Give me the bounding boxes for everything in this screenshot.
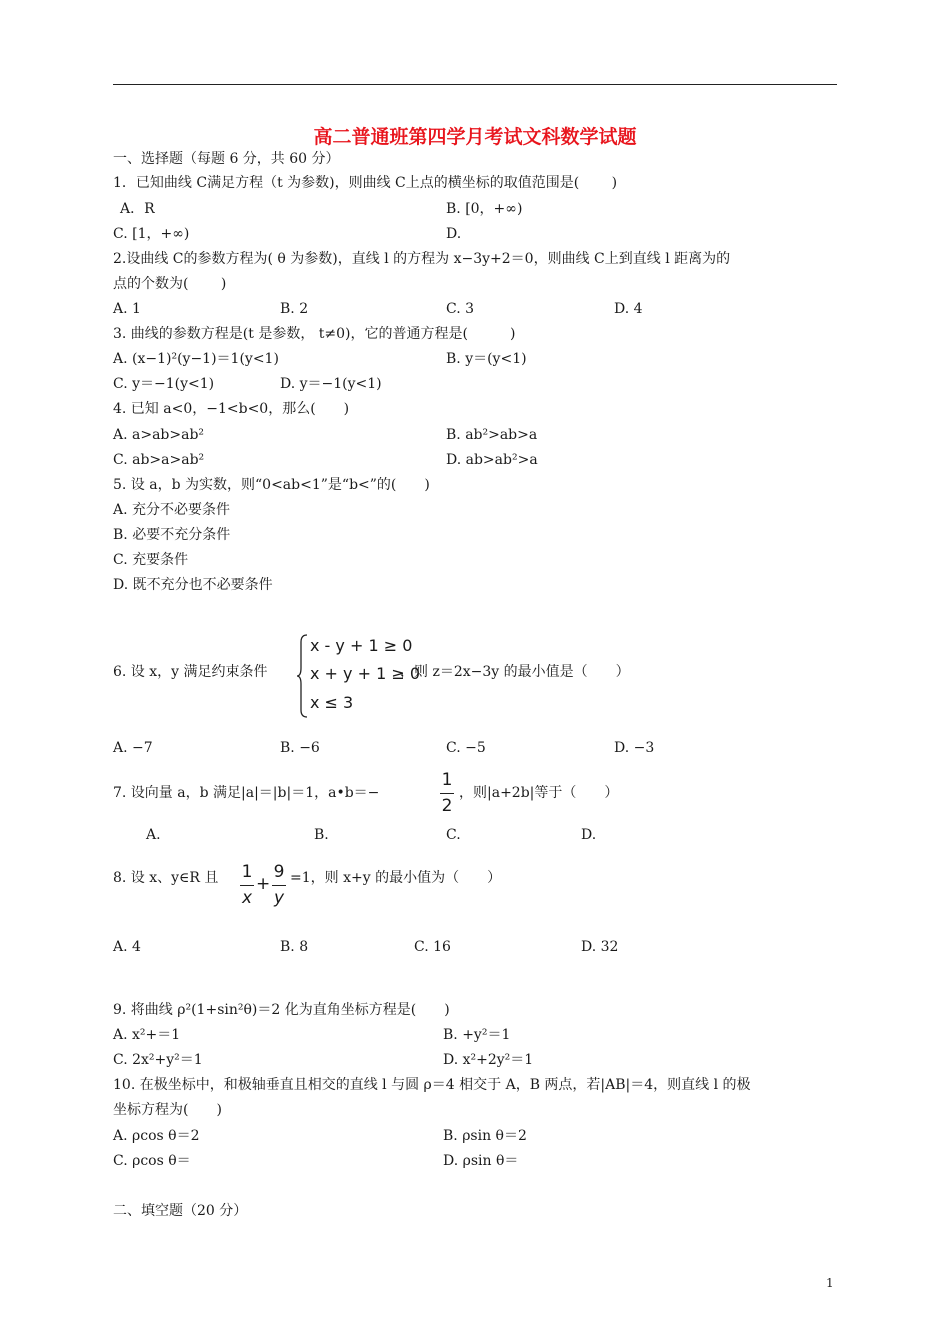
q4-option-c: C. ab>a>ab² <box>113 452 205 468</box>
q6-option-b: B. −6 <box>280 740 320 756</box>
q8-frac2-num: 9 <box>273 862 285 882</box>
constraint-3: x ≤ 3 <box>310 693 354 712</box>
q8-frac1-num: 1 <box>241 862 253 882</box>
q5-option-b: B. 必要不充分条件 <box>113 527 231 543</box>
q8-frac1-den: x <box>241 888 253 908</box>
q8-plus: + <box>256 874 271 894</box>
q1-option-a: A．R <box>120 201 155 217</box>
q3-option-a: A. (x−1)²(y−1)＝1(y<1) <box>113 351 279 367</box>
q7-frac-bar <box>440 793 454 794</box>
question-2-line2: 点的个数为( ) <box>113 276 227 292</box>
page-title: 高二普通班第四学月考试文科数学试题 <box>313 126 637 148</box>
question-3: 3. 曲线的参数方程是(t 是参数， t≠0)，它的普通方程是( ) <box>113 326 516 342</box>
q3-option-c: C. y＝−1(y<1) <box>113 376 215 392</box>
q6-option-a: A. −7 <box>113 740 153 756</box>
question-7: 7. 设向量 a，b 满足|a|＝|b|＝1，a•b＝− <box>113 785 380 801</box>
q7-option-b: B. <box>314 827 329 843</box>
page-number: 1 <box>826 1276 834 1290</box>
q8-option-b: B. 8 <box>280 939 309 955</box>
q10-option-b: B. ρsin θ＝2 <box>443 1128 527 1144</box>
q2-option-c: C. 3 <box>446 301 475 317</box>
question-10-line1: 10. 在极坐标中，和极轴垂直且相交的直线 l 与圆 ρ＝4 相交于 A，B 两点，若|AB|＝4，则直线 l 的极 <box>113 1077 751 1093</box>
q10-option-a: A. ρcos θ＝2 <box>113 1128 200 1144</box>
left-brace <box>296 634 308 718</box>
q7-frac-den: 2 <box>441 796 453 816</box>
q4-option-a: A. a>ab>ab² <box>113 427 205 443</box>
question-4: 4. 已知 a<0，−1<b<0，那么( ) <box>113 401 350 417</box>
q4-option-b: B. ab²>ab>a <box>446 427 538 443</box>
question-6-tail: ，则 z＝2x−3y 的最小值是（ ） <box>400 664 630 680</box>
q5-option-a: A. 充分不必要条件 <box>113 502 231 518</box>
question-8-tail: =1，则 x+y 的最小值为（ ） <box>290 870 502 886</box>
q8-option-c: C. 16 <box>414 939 451 955</box>
question-5: 5. 设 a，b 为实数，则“0<ab<1”是“b<”的( ) <box>113 477 430 493</box>
q10-option-d: D. ρsin θ＝ <box>443 1153 519 1169</box>
constraint-1: x - y + 1 ≥ 0 <box>310 636 413 655</box>
header-rule <box>113 84 837 85</box>
q9-option-b: B. +y²＝1 <box>443 1027 511 1043</box>
q5-option-c: C. 充要条件 <box>113 552 189 568</box>
q8-frac1-bar <box>240 885 254 886</box>
q7-option-a: A. <box>146 827 161 843</box>
section-fill-heading: 二、填空题（20 分） <box>113 1203 248 1219</box>
question-9: 9. 将曲线 ρ²(1+sin²θ)＝2 化为直角坐标方程是( ) <box>113 1002 450 1018</box>
question-10-line2: 坐标方程为( ) <box>113 1102 222 1118</box>
question-2-line1: 2.设曲线 C的参数方程为( θ 为参数)，直线 l 的方程为 x−3y+2＝0，则曲线 C上到直线 l 距离为的 <box>113 251 731 267</box>
q9-option-a: A. x²+＝1 <box>113 1027 181 1043</box>
q8-frac2-den: y <box>273 888 285 908</box>
q9-option-c: C. 2x²+y²＝1 <box>113 1052 203 1068</box>
q8-option-d: D. 32 <box>581 939 619 955</box>
q1-option-d: D. <box>446 226 462 242</box>
question-1: 1．已知曲线 C满足方程（t 为参数)，则曲线 C上点的横坐标的取值范围是( ) <box>113 175 618 191</box>
q4-option-d: D. ab>ab²>a <box>446 452 538 468</box>
q2-option-a: A. 1 <box>113 301 141 317</box>
q3-option-d: D. y＝−1(y<1) <box>280 376 382 392</box>
q8-frac2-bar <box>272 885 286 886</box>
question-6: 6. 设 x，y 满足约束条件 <box>113 664 268 680</box>
q6-option-d: D. −3 <box>614 740 655 756</box>
q3-option-b: B. y＝(y<1) <box>446 351 527 367</box>
q7-option-d: D. <box>581 827 597 843</box>
q2-option-b: B. 2 <box>280 301 309 317</box>
q5-option-d: D. 既不充分也不必要条件 <box>113 577 273 593</box>
q1-option-b: B. [0，+∞) <box>446 201 523 217</box>
q2-option-d: D. 4 <box>614 301 643 317</box>
q7-option-c: C. <box>446 827 461 843</box>
section-choice-heading: 一、选择题（每题 6 分，共 60 分） <box>113 151 340 167</box>
q10-option-c: C. ρcos θ＝ <box>113 1153 191 1169</box>
q9-option-d: D. x²+2y²＝1 <box>443 1052 534 1068</box>
constraint-2: x + y + 1 ≥ 0 <box>310 664 421 683</box>
q8-option-a: A. 4 <box>113 939 141 955</box>
q6-option-c: C. −5 <box>446 740 486 756</box>
question-7-tail: ，则|a+2b|等于（ ） <box>459 785 619 801</box>
q7-frac-num: 1 <box>441 770 453 790</box>
question-8: 8. 设 x、y∈R 且 <box>113 870 219 886</box>
q1-option-c: C. [1，+∞) <box>113 226 190 242</box>
